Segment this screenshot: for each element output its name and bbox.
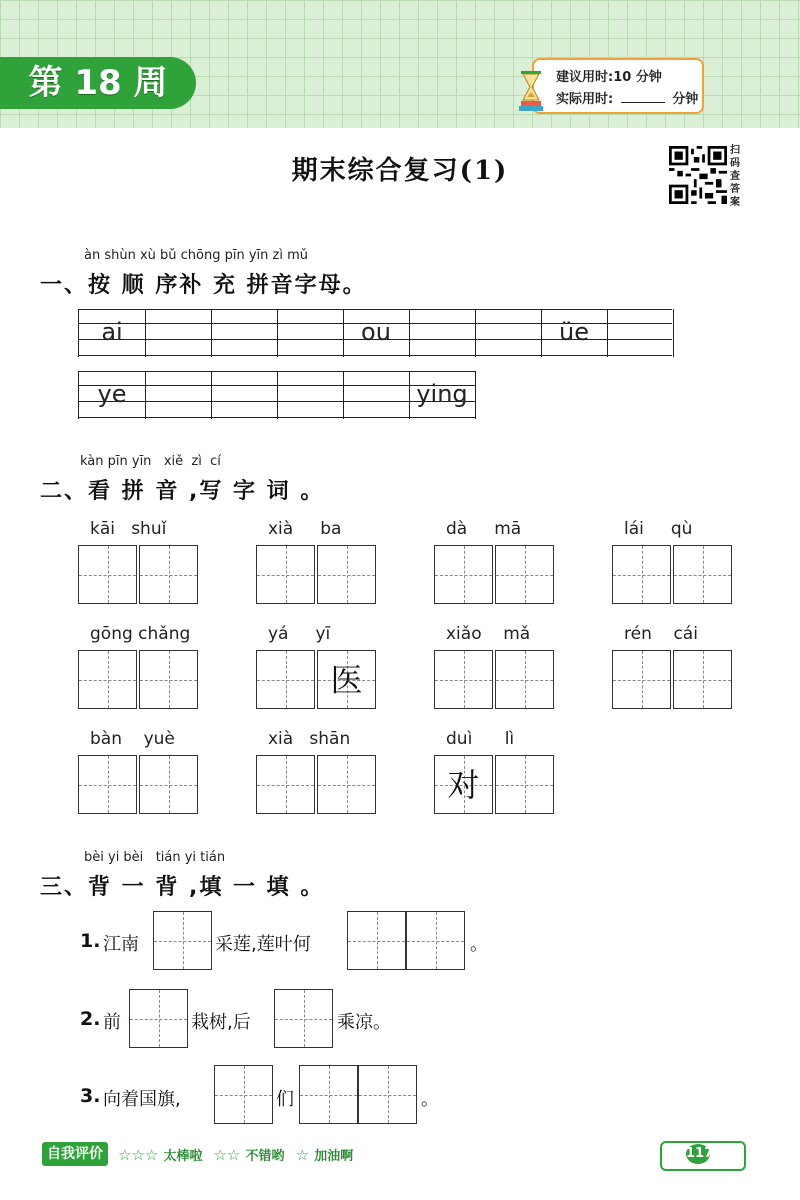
answer-box[interactable] [347, 911, 406, 970]
character-text [79, 756, 136, 813]
pinyin-cell[interactable] [475, 309, 542, 357]
star-icon[interactable]: ☆☆ [213, 1146, 241, 1164]
pinyin-cell[interactable] [607, 309, 674, 357]
character-box[interactable] [317, 755, 376, 814]
character-text: 医 [330, 661, 363, 699]
word-pinyin: gōng chǎng [90, 624, 191, 644]
pinyin-cell[interactable] [343, 309, 410, 357]
word-pinyin: bàn yuè [90, 729, 175, 749]
word-pinyin: duì lì [446, 729, 515, 749]
item-2-text-a: 前 [103, 1012, 121, 1033]
character-text [257, 756, 314, 813]
character-text [496, 651, 553, 708]
pinyin-cell[interactable] [277, 309, 344, 357]
word-pinyin: lái qù [624, 519, 693, 539]
item-1-text-b: 采莲,莲叶何 [215, 934, 311, 955]
character-text [613, 651, 670, 708]
time-box [532, 58, 704, 114]
answer-box[interactable] [274, 989, 333, 1048]
character-text [613, 546, 670, 603]
character-box[interactable] [78, 545, 137, 604]
pinyin-cell[interactable] [145, 309, 212, 357]
character-text [435, 651, 492, 708]
character-box[interactable] [78, 650, 137, 709]
pinyin-cell-text: ying [416, 380, 468, 408]
character-text [496, 756, 553, 813]
word-pinyin: xià ba [268, 519, 342, 539]
section2-pinyin: kàn pīn yīn xiě zì cí [80, 454, 221, 469]
section1-heading: 一、按 顺 序补 充 拼音字母。 [40, 273, 367, 298]
character-box[interactable] [139, 545, 198, 604]
answer-box[interactable] [406, 911, 465, 970]
character-box[interactable] [434, 545, 493, 604]
item-1-text-a: 江南 [103, 934, 139, 955]
star-icon[interactable]: ☆☆☆ [118, 1146, 159, 1164]
answer-box[interactable] [153, 911, 212, 970]
item-3-text-c: 。 [421, 1089, 439, 1110]
character-box[interactable] [673, 650, 732, 709]
answer-box[interactable] [299, 1065, 358, 1124]
character-text [257, 546, 314, 603]
character-box[interactable] [317, 545, 376, 604]
item-3-text-b: 们 [276, 1089, 294, 1110]
character-text [257, 651, 314, 708]
rating-good: 不错哟 [245, 1149, 285, 1164]
character-box[interactable] [256, 545, 315, 604]
item-2-text-b: 栽树,后 [191, 1012, 251, 1033]
character-box[interactable] [139, 755, 198, 814]
word-pinyin: xiǎo mǎ [446, 624, 531, 644]
item-1-number: 1. [80, 930, 101, 952]
character-box[interactable] [434, 755, 493, 814]
pinyin-cell[interactable] [343, 371, 410, 419]
character-box[interactable] [495, 755, 554, 814]
character-box[interactable] [256, 650, 315, 709]
pinyin-cell-text: ou [361, 318, 391, 346]
rating-row [118, 1145, 353, 1164]
character-text [435, 546, 492, 603]
character-box[interactable] [673, 545, 732, 604]
character-box[interactable] [495, 650, 554, 709]
character-box[interactable] [317, 650, 376, 709]
character-box[interactable] [78, 755, 137, 814]
character-box[interactable] [434, 650, 493, 709]
item-3-number: 3. [80, 1085, 101, 1107]
section3-pinyin: bèi yi bèi tián yi tián [84, 850, 226, 865]
character-box[interactable] [256, 755, 315, 814]
answer-box[interactable] [129, 989, 188, 1048]
actual-time-blank[interactable] [621, 102, 665, 103]
word-pinyin: yá yī [268, 624, 331, 644]
character-box[interactable] [495, 545, 554, 604]
page-number: 117 [686, 1144, 710, 1164]
character-box[interactable] [612, 545, 671, 604]
rating-keep-going: 加油啊 [314, 1149, 354, 1164]
suggested-time: 建议用时:10 分钟 [556, 70, 662, 85]
character-text [79, 651, 136, 708]
character-text [318, 546, 375, 603]
pinyin-cell-text: ye [97, 380, 127, 408]
pinyin-cell[interactable] [211, 309, 278, 357]
pinyin-cell-text: üe [559, 318, 589, 346]
answer-box[interactable] [214, 1065, 273, 1124]
character-text [79, 546, 136, 603]
actual-time-row [556, 88, 698, 107]
qr-caption: 扫码查答案 [730, 145, 740, 208]
pinyin-cell[interactable] [541, 309, 608, 357]
word-pinyin: rén cái [624, 624, 698, 644]
character-text [674, 546, 731, 603]
answer-box[interactable] [358, 1065, 417, 1124]
pinyin-cell-text: ai [101, 318, 123, 346]
word-pinyin: dà mā [446, 519, 522, 539]
character-text [140, 651, 197, 708]
self-evaluation-label: 自我评价 [42, 1142, 108, 1166]
item-2-number: 2. [80, 1008, 101, 1030]
section3-heading: 三、背 一 背 ,填 一 填 。 [40, 875, 325, 900]
character-box[interactable] [139, 650, 198, 709]
actual-time-label: 实际用时: [556, 92, 614, 107]
page-title: 期末综合复习(1) [291, 156, 509, 186]
section2-heading: 二、看 拼 音 ,写 字 词 。 [40, 479, 325, 504]
character-text: 对 [447, 766, 480, 804]
pinyin-cell[interactable] [409, 371, 476, 419]
character-box[interactable] [612, 650, 671, 709]
character-text [140, 756, 197, 813]
word-pinyin: xià shān [268, 729, 351, 749]
character-text [318, 756, 375, 813]
four-line-row-2 [78, 371, 475, 419]
item-3-text-a: 向着国旗, [103, 1089, 181, 1110]
rating-great: 太棒啦 [163, 1149, 203, 1164]
pinyin-cell[interactable] [145, 371, 212, 419]
item-2-text-c: 乘凉。 [337, 1012, 391, 1033]
four-line-row-1 [78, 309, 672, 357]
character-text [496, 546, 553, 603]
pinyin-cell[interactable] [409, 309, 476, 357]
character-text [674, 651, 731, 708]
word-pinyin: kāi shuǐ [90, 519, 167, 539]
pinyin-cell[interactable] [277, 371, 344, 419]
section1-pinyin: àn shùn xù bǔ chōng pīn yīn zì mǔ [84, 248, 308, 263]
pinyin-cell[interactable] [79, 309, 146, 357]
pinyin-cell[interactable] [211, 371, 278, 419]
item-1-text-c: 。 [470, 934, 488, 955]
week-badge: 第 18 周 [0, 57, 196, 109]
actual-time-unit: 分钟 [672, 92, 699, 107]
pinyin-cell[interactable] [79, 371, 146, 419]
character-text [140, 546, 197, 603]
star-icon[interactable]: ☆ [295, 1146, 310, 1164]
hourglass-icon [518, 70, 544, 112]
